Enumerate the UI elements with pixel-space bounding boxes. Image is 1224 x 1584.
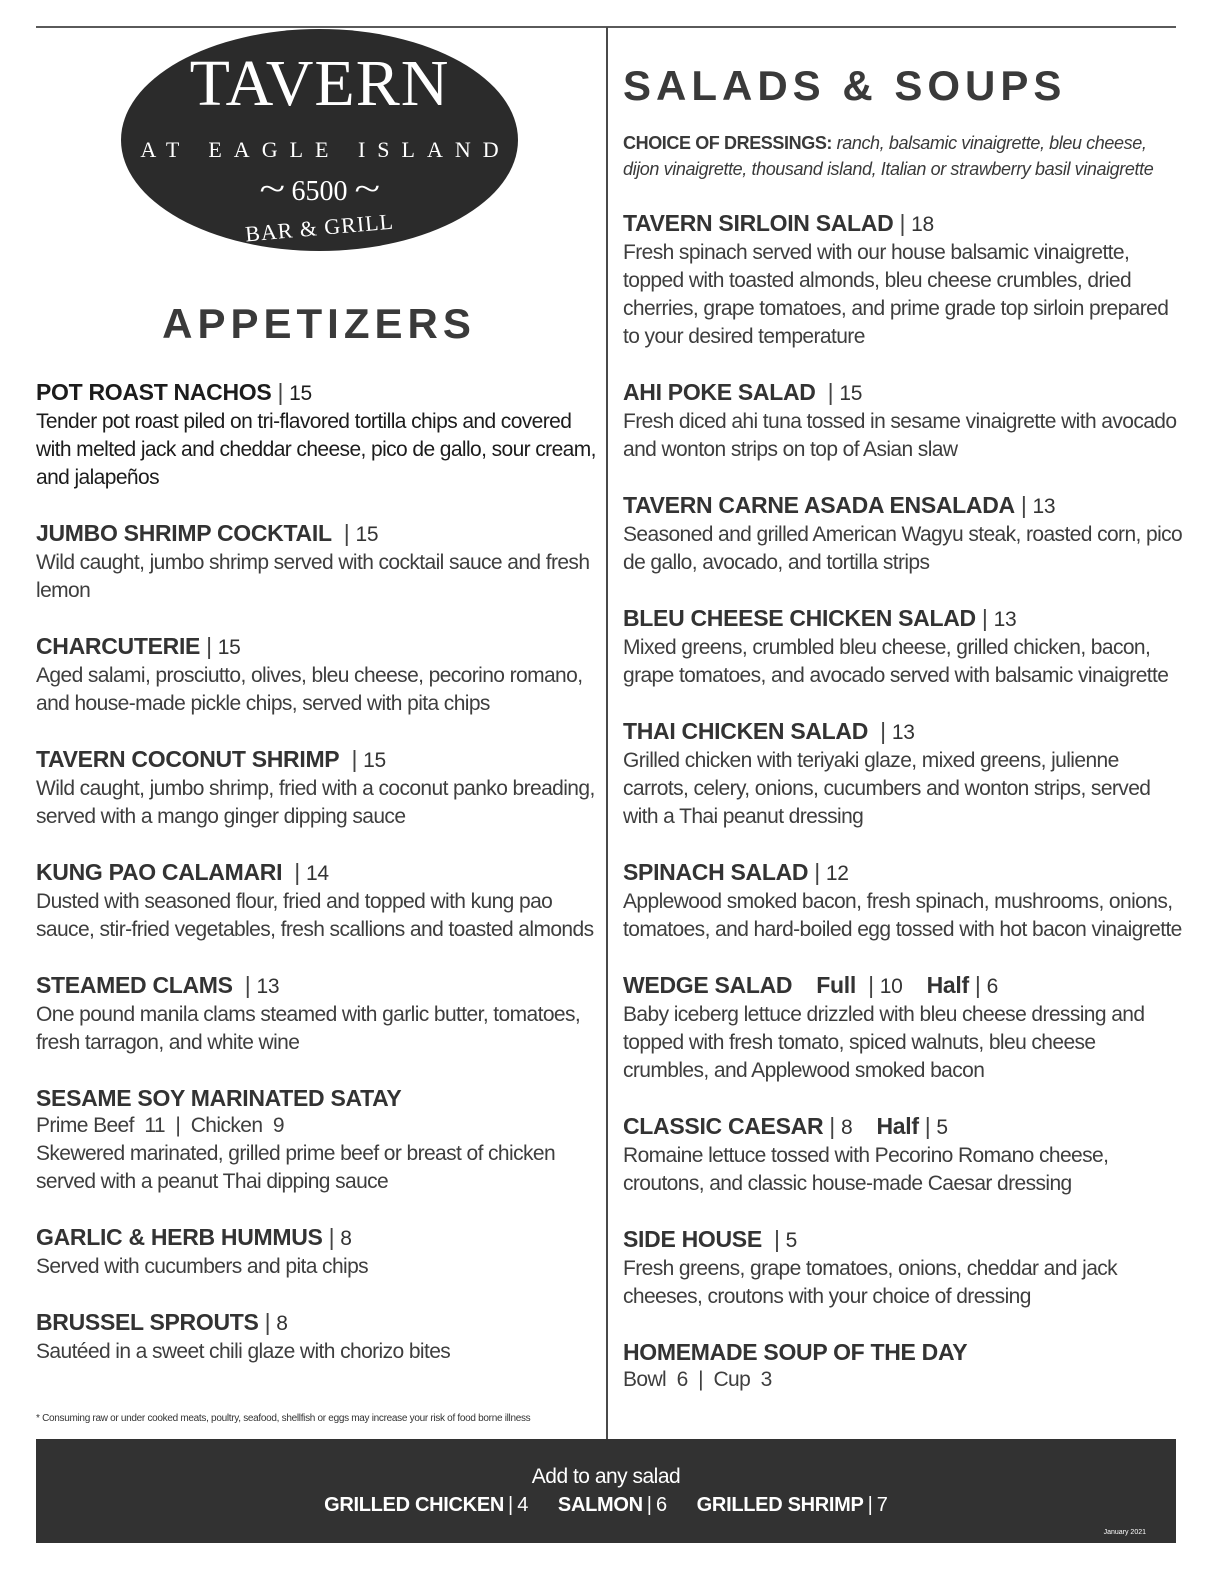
- item-description: Seasoned and grilled American Wagyu steak, roasted corn, pico de gallo, avocado, and tortilla strips: [623, 523, 1183, 574]
- item-price: 12: [825, 862, 849, 885]
- separator: |: [974, 972, 981, 998]
- add-on-name: GRILLED CHICKEN: [324, 1494, 505, 1516]
- food-safety-disclaimer: * Consuming raw or under cooked meats, poultry, seafood, shellfish or eggs may increase your risk of food borne illness: [36, 1413, 531, 1424]
- full-label: Full: [816, 972, 856, 998]
- item-name: AHI POKE SALAD: [623, 379, 816, 405]
- item-description: One pound manila clams steamed with garlic butter, tomatoes, fresh tarragon, and white wine: [36, 1003, 581, 1054]
- separator: |: [337, 520, 350, 546]
- menu-item: [623, 971, 1183, 1085]
- separator: |: [867, 1494, 873, 1516]
- item-description: Fresh spinach served with our house balsamic vinaigrette, topped with toasted almonds, bleu cheese crumbles, dried cherries, grape tomatoes, and prime grade top sirloin prepared to your desired temperature: [623, 241, 1169, 348]
- item-price: 8: [276, 1312, 288, 1335]
- item-name: STEAMED CLAMS: [36, 972, 233, 998]
- separator: |: [508, 1494, 514, 1516]
- item-description: Fresh greens, grape tomatoes, onions, cheddar and jack cheeses, croutons with your choice of dressing: [623, 1257, 1118, 1308]
- item-price: 13: [256, 975, 280, 998]
- separator: |: [981, 605, 988, 631]
- appetizers-section: [36, 300, 596, 1393]
- item-price: 15: [289, 382, 312, 405]
- separator: |: [277, 379, 284, 405]
- item-name: TAVERN CARNE ASADA ENSALADA: [623, 492, 1015, 518]
- menu-date: January 2021: [1103, 1529, 1146, 1536]
- item-name: BRUSSEL SPROUTS: [36, 1309, 259, 1335]
- half-label: Half: [876, 1113, 919, 1139]
- section-title-appetizers: APPETIZERS: [162, 300, 476, 347]
- item-price: 10: [879, 975, 903, 998]
- item-description: Sautéed in a sweet chili glaze with chorizo bites: [36, 1340, 451, 1363]
- add-on-price: 4: [517, 1494, 529, 1516]
- item-name: BLEU CHEESE CHICKEN SALAD: [623, 605, 976, 631]
- item-price: 15: [217, 636, 241, 659]
- menu-item: [36, 1084, 596, 1196]
- item-name: CHARCUTERIE: [36, 633, 201, 659]
- item-name: KUNG PAO CALAMARI: [36, 859, 283, 885]
- item-name: SPINACH SALAD: [623, 859, 809, 885]
- add-ons-title: Add to any salad: [531, 1465, 681, 1488]
- item-description: Mixed greens, crumbled bleu cheese, grilled chicken, bacon, grape tomatoes, and avocado served with balsamic vinaigrette: [623, 636, 1169, 687]
- separator: |: [767, 1226, 780, 1252]
- menu-item: [36, 971, 596, 1057]
- menu-item: [623, 209, 1183, 351]
- swash-right-icon: ~: [353, 171, 380, 208]
- logo-tagline: BAR & GRILL: [244, 208, 395, 247]
- menu-item: [623, 1112, 1183, 1198]
- add-on-price: 6: [655, 1494, 668, 1516]
- menu-item: [36, 1308, 596, 1366]
- item-name: POT ROAST NACHOS: [36, 379, 272, 405]
- add-on-price: 7: [876, 1494, 888, 1516]
- item-description: Grilled chicken with teriyaki glaze, mixed greens, julienne carrots, celery, onions, cucumbers and wonton strips, served with a Thai peanut dressing: [623, 749, 1151, 828]
- item-name: SIDE HOUSE: [623, 1226, 762, 1252]
- menu-item: [36, 1223, 596, 1281]
- separator: |: [288, 859, 300, 885]
- separator: |: [1020, 492, 1027, 518]
- menu-item: [623, 1338, 1183, 1394]
- item-name: GARLIC & HERB HUMMUS: [36, 1224, 323, 1250]
- item-price: 13: [1032, 495, 1056, 518]
- column-divider: [606, 27, 608, 1439]
- logo-number: 6500: [291, 176, 348, 207]
- swash-left-icon: ~: [259, 171, 286, 208]
- item-price: 15: [839, 382, 863, 405]
- separator: |: [861, 972, 874, 998]
- item-description: Baby iceberg lettuce drizzled with bleu cheese dressing and topped with fresh tomato, spiced walnuts, bleu cheese crumbles, and Applewood smoked bacon: [623, 1003, 1145, 1082]
- separator: |: [264, 1309, 271, 1335]
- logo: [121, 29, 518, 251]
- item-price: 15: [363, 749, 386, 772]
- item-description: Served with cucumbers and pita chips: [36, 1255, 369, 1278]
- item-name: WEDGE SALAD: [623, 972, 793, 998]
- item-name: SESAME SOY MARINATED SATAY: [36, 1085, 402, 1111]
- menu-item: [623, 491, 1183, 577]
- appetizers-list: [36, 378, 596, 1366]
- item-price: 14: [305, 862, 329, 885]
- menu-item: [36, 378, 596, 492]
- menu-item: [623, 604, 1183, 690]
- item-description: Aged salami, prosciutto, olives, bleu cheese, pecorino romano, and house-made pickle chips, served with pita chips: [36, 664, 583, 715]
- item-description: Wild caught, jumbo shrimp served with cocktail sauce and fresh lemon: [36, 551, 590, 602]
- item-name: THAI CHICKEN SALAD: [623, 718, 869, 744]
- separator: |: [899, 210, 906, 236]
- item-description: Applewood smoked bacon, fresh spinach, mushrooms, onions, tomatoes, and hard-boiled egg tossed with hot bacon vinaigrette: [623, 890, 1182, 941]
- separator: |: [924, 1113, 931, 1139]
- item-description: Skewered marinated, grilled prime beef or breast of chicken served with a peanut Thai dipping sauce: [36, 1142, 556, 1193]
- dressings-note: [623, 130, 1183, 182]
- item-options: Bowl 6 | Cup 3: [623, 1368, 772, 1391]
- logo-title: TAVERN: [189, 47, 450, 120]
- logo-subtitle: AT EAGLE ISLAND: [140, 137, 511, 162]
- menu-item: [623, 378, 1183, 464]
- menu-item: [623, 1225, 1183, 1311]
- add-on-name: GRILLED SHRIMP: [696, 1494, 864, 1516]
- menu-item: [36, 858, 596, 944]
- add-on-item: [558, 1494, 667, 1517]
- menu-item: [36, 519, 596, 605]
- half-price: 5: [936, 1116, 948, 1139]
- separator: |: [646, 1494, 652, 1516]
- item-price: 8: [340, 1227, 352, 1250]
- add-ons-banner: [36, 1439, 1176, 1543]
- item-price: 18: [911, 213, 934, 236]
- add-on-item: [697, 1494, 888, 1517]
- dressings-label: CHOICE OF DRESSINGS:: [623, 133, 833, 153]
- separator: |: [345, 746, 358, 772]
- item-description: Romaine lettuce tossed with Pecorino Romano cheese, croutons, and classic house-made Caesar dressing: [623, 1144, 1109, 1195]
- add-ons-list: [36, 1494, 1176, 1517]
- item-price: 8: [840, 1116, 853, 1139]
- section-title-salads: SALADS & SOUPS: [623, 62, 1067, 109]
- item-name: CLASSIC CAESAR: [623, 1113, 824, 1139]
- item-name: TAVERN COCONUT SHRIMP: [36, 746, 340, 772]
- salads-section: [623, 62, 1183, 1421]
- separator: |: [206, 633, 212, 659]
- item-description: Tender pot roast piled on tri-flavored tortilla chips and covered with melted jack and cheddar cheese, pico de gallo, sour cream, and jalapeños: [36, 410, 596, 489]
- salads-list: [623, 209, 1183, 1394]
- item-name: JUMBO SHRIMP COCKTAIL: [36, 520, 332, 546]
- item-price: 15: [355, 523, 379, 546]
- item-price: 5: [785, 1229, 798, 1252]
- item-description: Fresh diced ahi tuna tossed in sesame vinaigrette with avocado and wonton strips on top of Asian slaw: [623, 410, 1177, 461]
- menu-item: [623, 858, 1183, 944]
- item-options: Prime Beef 11 | Chicken 9: [36, 1114, 284, 1137]
- item-description: Wild caught, jumbo shrimp, fried with a coconut panko breading, served with a mango ginger dipping sauce: [36, 777, 595, 828]
- separator: |: [328, 1224, 335, 1250]
- add-on-item: [324, 1494, 528, 1517]
- separator: |: [238, 972, 251, 998]
- item-description: Dusted with seasoned flour, fried and topped with kung pao sauce, stir-fried vegetables, fresh scallions and toasted almonds: [36, 890, 594, 941]
- menu-item: [36, 745, 596, 831]
- menu-item: [623, 717, 1183, 831]
- separator: |: [874, 718, 886, 744]
- half-price: 6: [986, 975, 998, 998]
- item-name: TAVERN SIRLOIN SALAD: [623, 210, 894, 236]
- menu-item: [36, 632, 596, 718]
- dressings-list: ranch, balsamic vinaigrette, bleu cheese, dijon vinaigrette, thousand island, Italian or strawberry basil vinaigrette: [623, 133, 1154, 179]
- separator: |: [829, 1113, 835, 1139]
- separator: |: [821, 379, 834, 405]
- item-price: 13: [891, 721, 915, 744]
- item-price: 13: [993, 608, 1017, 631]
- half-label: Half: [926, 972, 969, 998]
- item-name: HOMEMADE SOUP OF THE DAY: [623, 1339, 968, 1365]
- add-on-name: SALMON: [557, 1494, 643, 1516]
- separator: |: [814, 859, 820, 885]
